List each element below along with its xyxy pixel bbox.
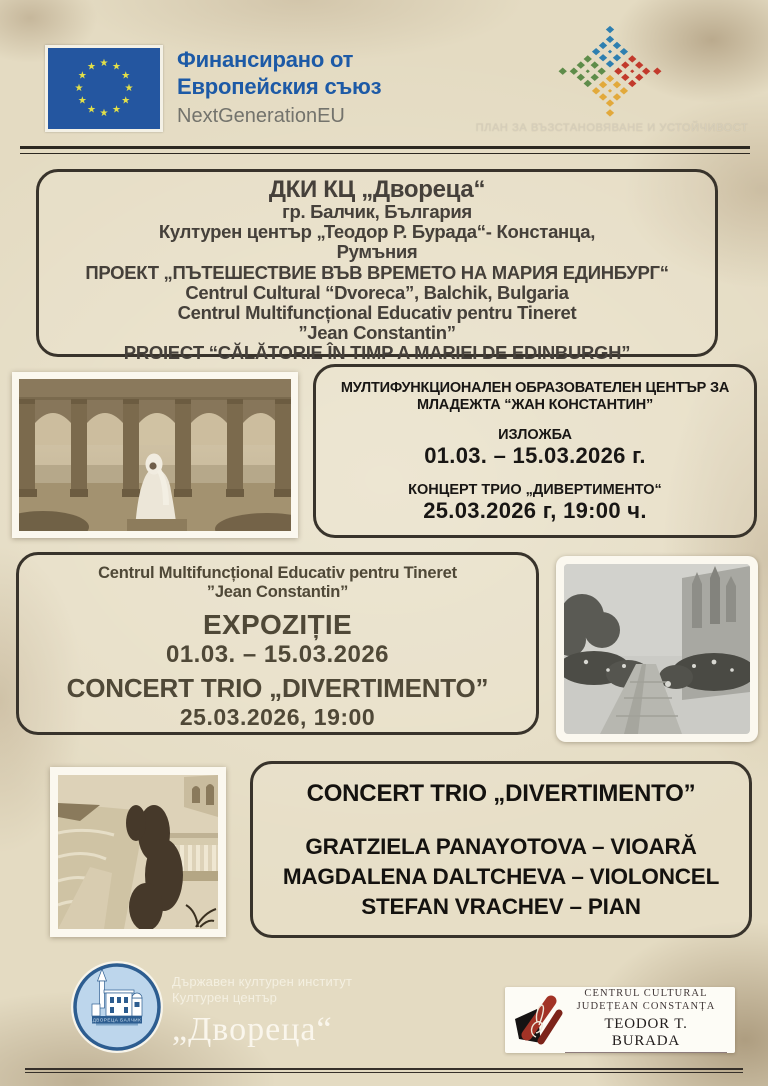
svg-text:★: ★ <box>87 61 96 73</box>
dvoreca-institute-text <box>172 974 352 1049</box>
eu-funding-line2: Европейския съюз <box>177 74 382 99</box>
expo-title: EXPOZIȚIE <box>203 609 352 640</box>
project-title-box <box>36 169 718 364</box>
expo-date: 01.03. – 15.03.2026 <box>165 641 390 668</box>
dvoreca-org-line2: Културен център <box>172 990 278 1005</box>
org-line1: Centrul Multifuncțional Educativ pentru Tineret <box>98 564 457 582</box>
title-line: ДКИ КЦ „Двореца“ <box>268 176 486 203</box>
title-line: ”Jean Constantin” <box>298 322 456 344</box>
svg-text:★: ★ <box>74 83 84 94</box>
svg-text:★: ★ <box>124 83 134 94</box>
header-divider <box>20 146 750 154</box>
burada-text <box>565 987 735 1053</box>
concert-title-ro: CONCERT TRIO „DIVERTIMENTO” <box>66 673 489 703</box>
dvoreca-name: „Двореца“ <box>172 1011 333 1048</box>
performer-line: STEFAN VRACHEV – PIAN <box>361 894 641 919</box>
title-line: Centrul Multifuncțional Educativ pentru Tineret <box>177 302 577 324</box>
svg-text:★: ★ <box>99 58 109 69</box>
svg-text:★: ★ <box>77 95 87 107</box>
concert-date: 25.03.2026 г, 19:00 ч. <box>423 498 647 523</box>
nextgeneu-label: NextGenerationEU <box>177 105 345 127</box>
concert-title: CONCERT TRIO „DIVERTIMENTO” <box>306 780 696 807</box>
title-line: Румъния <box>336 241 418 263</box>
performers-list <box>253 832 749 922</box>
svg-text:★: ★ <box>121 95 131 107</box>
burada-name: TEODOR T. BURADA <box>565 1016 727 1053</box>
events-bg-title-line1: МУЛТИФУНКЦИОНАЛЕН ОБРАЗОВАТЕЛЕН ЦЕНТЪР ЗА <box>340 380 730 396</box>
events-box-ro <box>16 552 539 735</box>
exhibition-label: ИЗЛОЖБА <box>498 427 572 443</box>
performer-line: MAGDALENA DALTCHEVA – VIOLONCEL <box>282 864 720 889</box>
svg-text:★: ★ <box>121 70 131 82</box>
svg-text:★: ★ <box>112 61 121 73</box>
title-line: PROIECT “CĂLĂTORIE ÎN TIMP A MARIEI DE EDINBURGH” <box>123 342 631 364</box>
footer-divider <box>25 1068 743 1073</box>
events-bg-title-line2: МЛАДЕЖТА “ЖАН КОНСТАНТИН” <box>416 397 654 413</box>
recovery-plan-caption: ПЛАН ЗА ВЪЗСТАНОВЯВАНЕ И УСТОЙЧИВОСТ <box>475 122 749 134</box>
dvoreca-palace-badge-icon <box>70 960 164 1054</box>
svg-text:★: ★ <box>99 108 109 119</box>
burada-line2: JUDEȚEAN CONSTANȚA <box>576 1001 716 1012</box>
svg-text:★: ★ <box>77 70 87 82</box>
svg-text:★: ★ <box>87 104 96 116</box>
photo-colonnade-veiled-woman <box>12 372 298 538</box>
eu-flag-icon <box>45 45 163 132</box>
concert-label: КОНЦЕРТ ТРИО „ДИВЕРТИМЕНТО“ <box>408 482 662 498</box>
title-line: Centrul Cultural “Dvoreca”, Balchik, Bulgaria <box>185 281 569 303</box>
photo-garden-path <box>556 556 758 742</box>
exhibition-date: 01.03. – 15.03.2026 г. <box>424 443 646 468</box>
eu-funding-line1: Финансирано от <box>177 47 354 72</box>
concert-date-ro: 25.03.2026, 19:00 <box>179 704 376 730</box>
palace-badge-text: ДВОРЕЦА БАЛЧИК <box>92 1017 142 1023</box>
burada-brush-icon <box>511 993 565 1047</box>
recovery-plan-motif-icon <box>551 18 669 122</box>
org-line2: ”Jean Constantin” <box>206 582 349 601</box>
photo-seashore-colonnade <box>50 767 226 937</box>
performer-line: GRATZIELA PANAYOTOVA – VIOARĂ <box>305 834 697 859</box>
svg-text:★: ★ <box>112 104 121 116</box>
burada-line1: CENTRUL CULTURAL <box>584 988 708 999</box>
title-line: гр. Балчик, България <box>282 201 472 222</box>
burada-logo <box>505 987 735 1053</box>
eu-funding-text <box>177 46 381 130</box>
title-line: ПРОЕКТ „ПЪТЕШЕСТВИЕ ВЪВ ВРЕМЕТО НА МАРИЯ ЕДИНБУРГ“ <box>85 261 669 283</box>
concert-box <box>250 761 752 938</box>
dvoreca-org-line1: Държавен културен институт <box>172 974 353 989</box>
events-box-bg <box>313 364 757 538</box>
title-line: Културен център „Теодор Р. Бурада“- Констанца, <box>158 221 596 243</box>
